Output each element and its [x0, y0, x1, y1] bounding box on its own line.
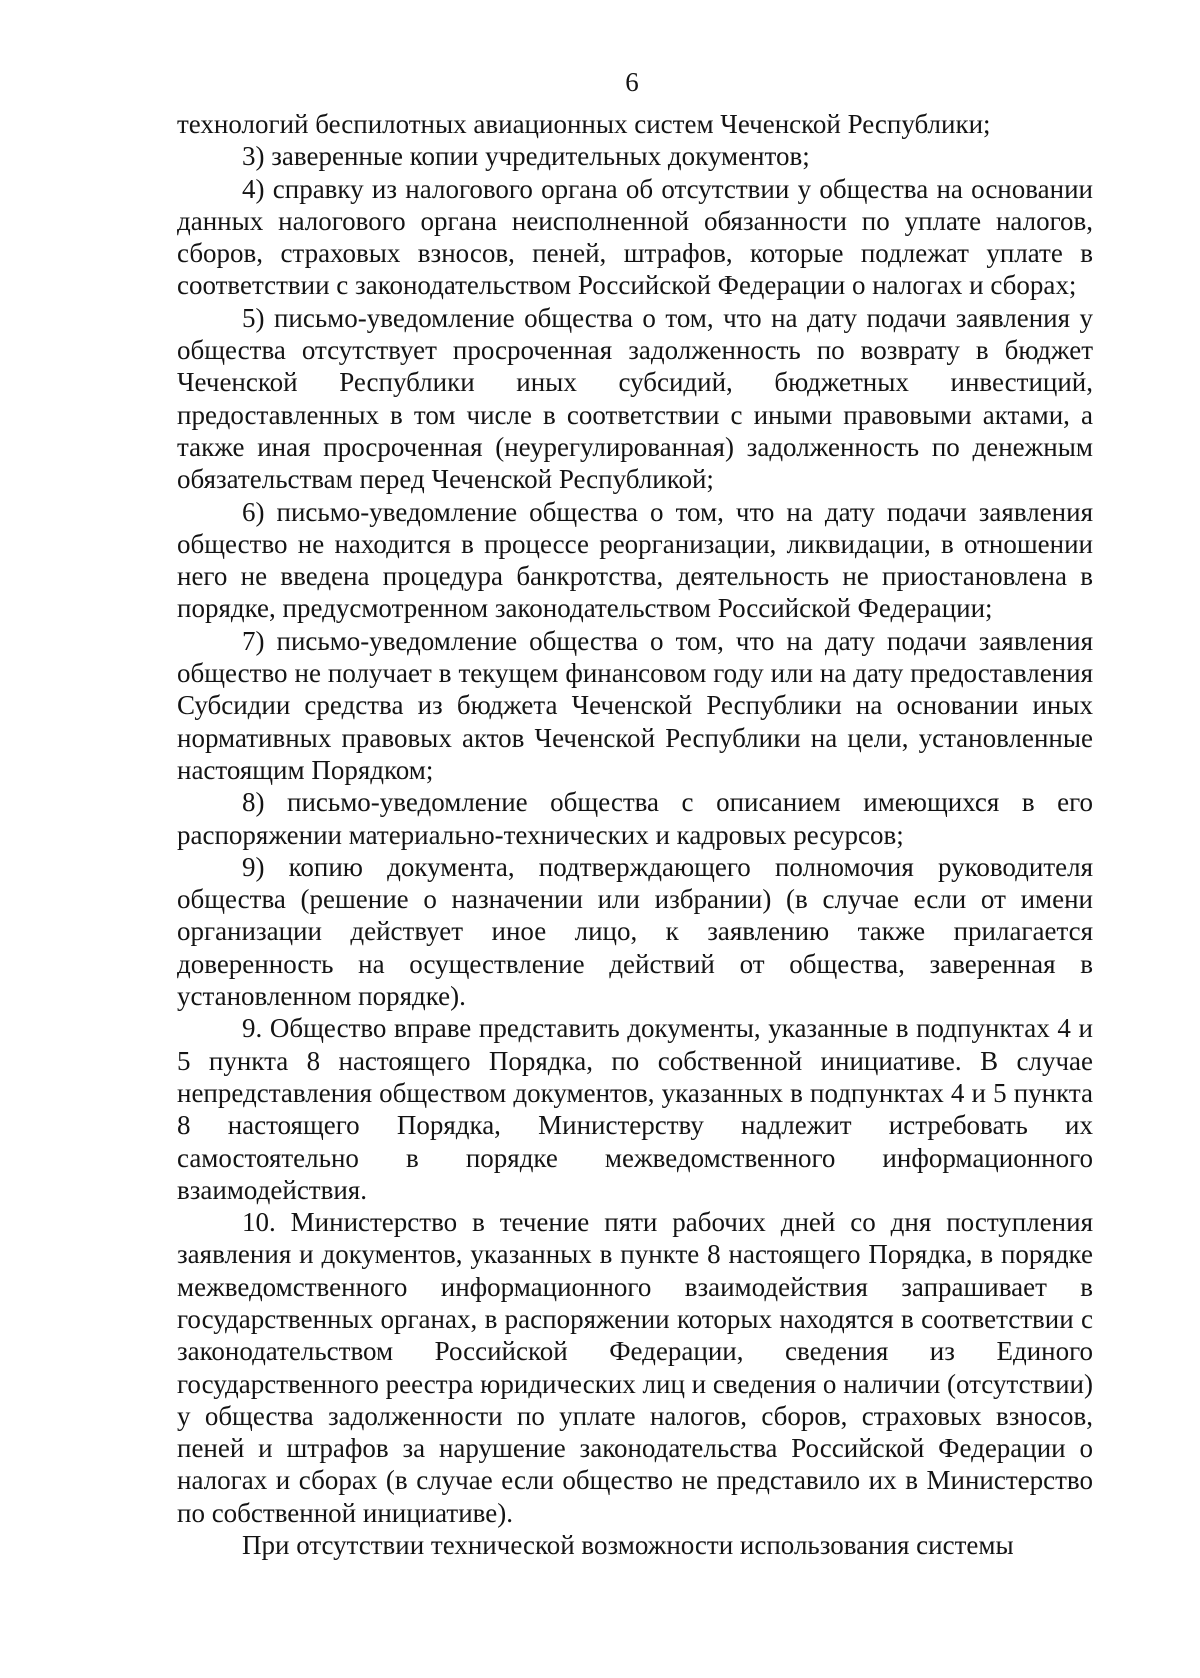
list-item-5: 5) письмо-уведомление общества о том, что на дату подачи заявления у общества отсутствует просроченная задолженность по возврату в бюджет Чеченской Республики иных субсидий, бюджетных инвестиций, предоставленных в том числе в соответствии с иными правовыми актами, а также иная просроченная (неурегулированная) задолженность по денежным обязательствам перед Чеченской Республикой; [177, 302, 1093, 495]
list-item-4: 4) справку из налогового органа об отсутствии у общества на основании данных налогового органа неисполненной обязанности по уплате налогов, сборов, страховых взносов, пеней, штрафов, которые подлежат уплате в соответствии с законодательством Российской Федерации о налогах и сборах; [177, 173, 1093, 301]
page-number: 6 [625, 67, 639, 97]
paragraph-final: При отсутствии технической возможности использования системы [242, 1530, 1014, 1561]
list-item-9: 9) копию документа, подтверждающего полномочия руководителя общества (решение о назначении или избрании) (в случае если от имени организации действует иное лицо, к заявлению также прилагается доверенность на осуществление действий от общества, заверенная в установленном порядке). [177, 851, 1093, 1012]
clause-9: 9. Общество вправе представить документы, указанные в подпунктах 4 и 5 пункта 8 настоящего Порядка, по собственной инициативе. В случае непредставления обществом документов, указанных в подпунктах 4 и 5 пункта 8 настоящего Порядка, Министерству надлежит истребовать их самостоятельно в порядке межведомственного информационного взаимодействия. [177, 1013, 1093, 1205]
clause-10: 10. Министерство в течение пяти рабочих дней со дня поступления заявления и документов, указанных в пункте 8 настоящего Порядка, в порядке межведомственного информационного взаимодействия запрашивает в государственных органах, в распоряжении которых находятся в соответствии с законодательством Российской Федерации, сведения из Единого государственного реестра юридических лиц и сведения о наличии (отсутствии) у общества задолженности по уплате налогов, сборов, страховых взносов, пеней и штрафов за нарушение законодательства Российской Федерации о налогах и сборах (в случае если общество не представило их в Министерство по собственной инициативе). [177, 1207, 1093, 1528]
paragraph-continuation: технологий беспилотных авиационных систем Чеченской Республики; [177, 109, 991, 139]
list-item-6: 6) письмо-уведомление общества о том, что на дату подачи заявления общество не находится в процессе реорганизации, ликвидации, в отношении него не введена процедура банкротства, деятельность не приостановлена в порядке, предусмотренном законодательством Российской Федерации; [177, 496, 1093, 624]
list-item-8: 8) письмо-уведомление общества с описанием имеющихся в его распоряжении материально-технических и кадровых ресурсов; [177, 787, 1093, 850]
list-item-7: 7) письмо-уведомление общества о том, что на дату подачи заявления общество не получает в текущем финансовом году или на дату предоставления Субсидии средства из бюджета Чеченской Республики на основании иных нормативных правовых актов Чеченской Республики на цели, установленные настоящим Порядком; [177, 625, 1093, 785]
document-body [177, 108, 1093, 1561]
list-item-3: 3) заверенные копии учредительных документов; [242, 141, 810, 172]
